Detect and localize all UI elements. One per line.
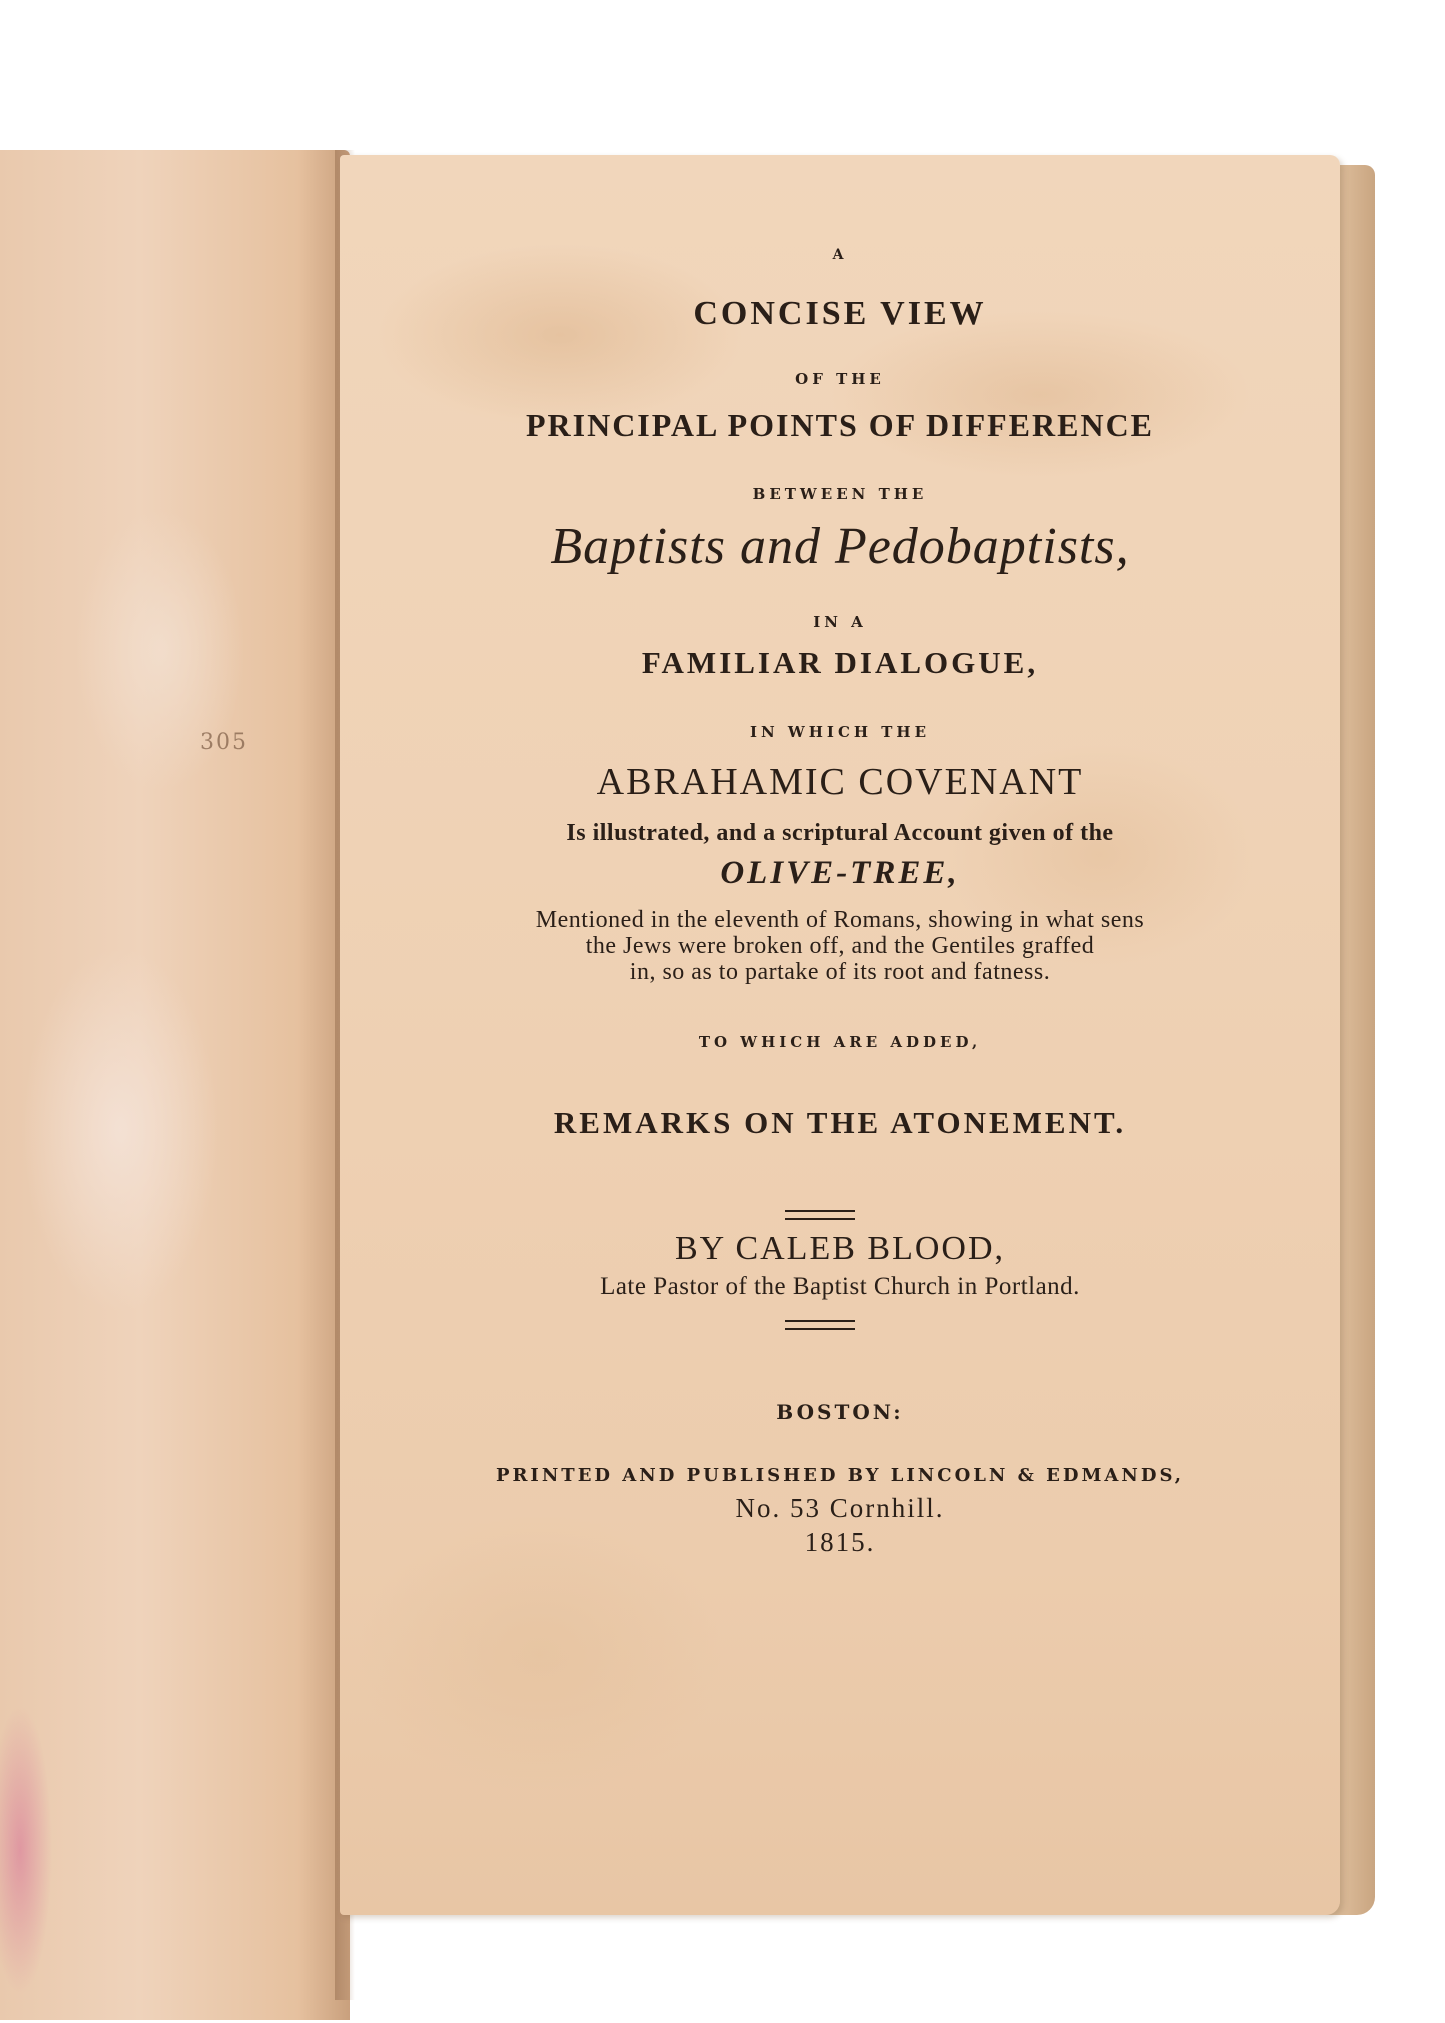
left-endpaper	[0, 150, 350, 2020]
description-line-1: Is illustrated, and a scriptural Account given of the	[566, 820, 1114, 846]
imprint-address: No. 53 Cornhill.	[735, 1493, 945, 1523]
remarks-heading: REMARKS ON THE ATONEMENT.	[553, 1105, 1127, 1140]
divider-rule-bottom	[785, 1320, 855, 1330]
title-line-concise-view: CONCISE VIEW	[693, 295, 987, 332]
title-in-which-the: IN WHICH THE	[749, 723, 931, 741]
description-line-3: the Jews were broken off, and the Gentiles graffed	[585, 933, 1095, 959]
added-note: TO WHICH ARE ADDED,	[698, 1033, 982, 1051]
title-in-a: IN A	[813, 613, 867, 631]
description-line-2: Mentioned in the eleventh of Romans, showing in what sens	[535, 907, 1145, 933]
title-line-principal-points: PRINCIPAL POINTS OF DIFFERENCE	[525, 407, 1155, 443]
imprint-printer: PRINTED AND PUBLISHED BY LINCOLN & EDMANDS,	[495, 1465, 1185, 1486]
imprint-year: 1815.	[804, 1527, 876, 1557]
title-between-the: BETWEEN THE	[752, 485, 928, 503]
title-page-text	[340, 155, 1340, 1915]
title-page	[340, 155, 1340, 1915]
imprint-city: BOSTON:	[776, 1400, 904, 1424]
olive-tree-heading: OLIVE-TREE,	[720, 855, 960, 891]
title-article: A	[832, 247, 848, 263]
title-of-the: OF THE	[795, 370, 885, 388]
title-line-abrahamic-covenant: ABRAHAMIC COVENANT	[596, 761, 1084, 803]
author-role: Late Pastor of the Baptist Church in Portland.	[600, 1273, 1080, 1300]
description-line-4: in, so as to partake of its root and fatness.	[629, 959, 1051, 985]
author-name: BY CALEB BLOOD,	[674, 1230, 1006, 1267]
title-line-baptists: Baptists and Pedobaptists,	[550, 518, 1130, 575]
title-line-familiar-dialogue: FAMILIAR DIALOGUE,	[641, 645, 1039, 680]
endpaper-inscription: 305	[200, 730, 248, 755]
divider-rule-top	[785, 1210, 855, 1220]
